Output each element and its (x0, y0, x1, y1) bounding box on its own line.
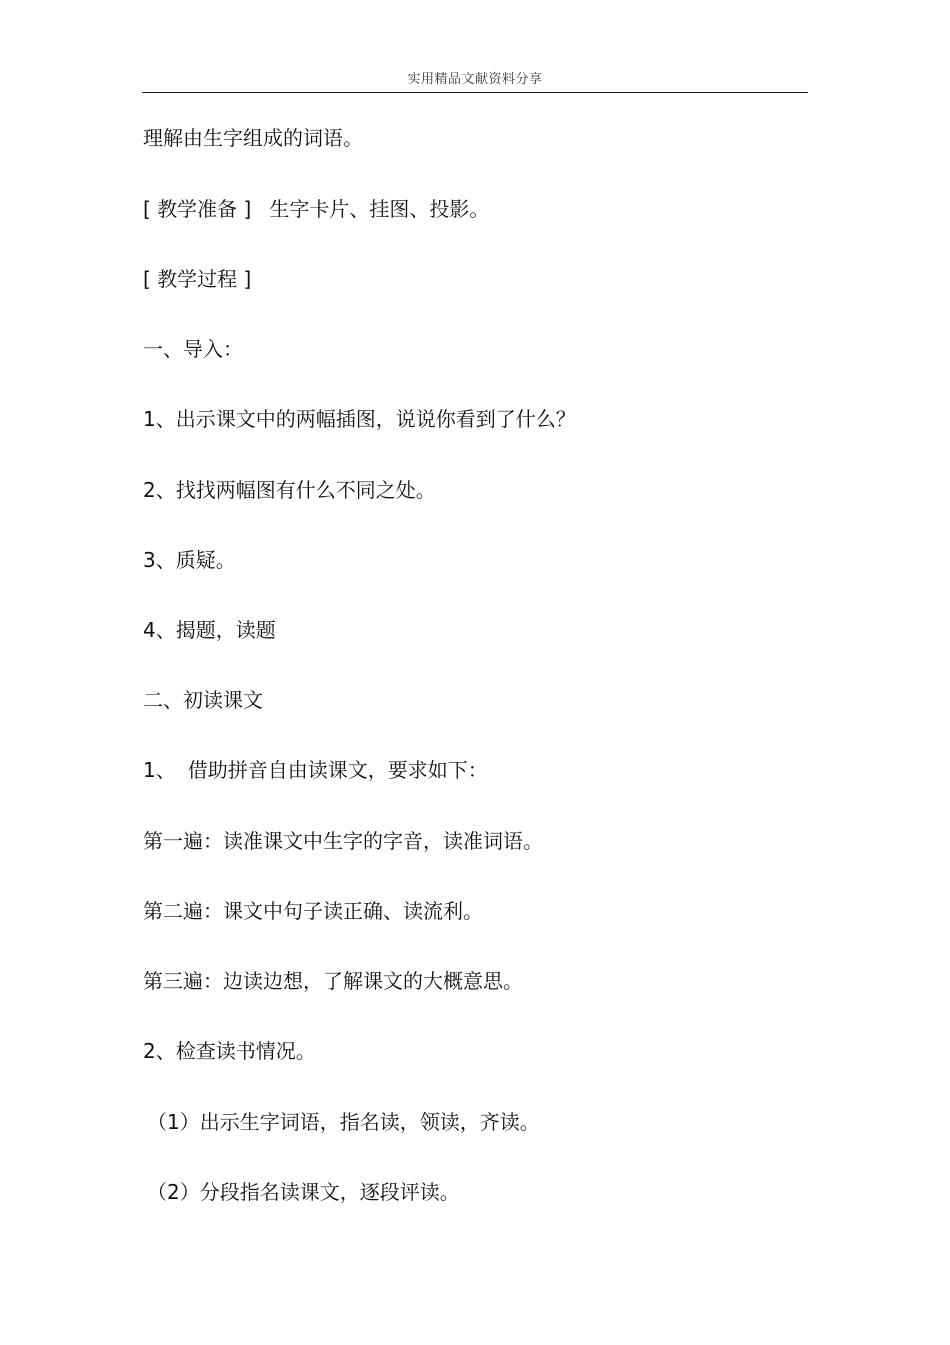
preparation-text: 生字卡片、挂图、投影。 (269, 197, 490, 221)
process-label: [ 教学过程 ] (143, 267, 252, 291)
sub-item: （1）出示生字词语，指名读，领读，齐读。 (147, 1110, 540, 1134)
reading-pass-1: 第一遍：读准课文中生字的字音，读准词语。 (143, 829, 543, 853)
preparation-label: [ 教学准备 ] (143, 197, 252, 221)
list-item: 2、找找两幅图有什么不同之处。 (143, 478, 436, 502)
list-item-text: 借助拼音自由读课文，要求如下： (187, 758, 488, 782)
header-title: 实用精品文献资料分享 (407, 72, 543, 87)
list-item: 2、检查读书情况。 (143, 1039, 316, 1063)
list-item-number: 1、 (143, 758, 176, 782)
page-header (142, 64, 808, 93)
sub-item: （2）分段指名读课文，逐段评读。 (147, 1180, 460, 1204)
paragraph-preparation (143, 196, 489, 222)
paragraph-objective: 理解由生字组成的词语。 (143, 126, 363, 150)
list-item: 3、质疑。 (143, 548, 236, 572)
list-item: 1、出示课文中的两幅插图，说说你看到了什么？ (143, 407, 576, 431)
list-item: 4、揭题，读题 (143, 618, 276, 642)
section-heading-intro: 一、导入： (143, 337, 243, 361)
reading-pass-3: 第三遍：边读边想，了解课文的大概意思。 (143, 969, 523, 993)
section-heading-first-reading: 二、初读课文 (143, 688, 263, 712)
reading-pass-2: 第二遍：课文中句子读正确、读流利。 (143, 899, 483, 923)
list-item (143, 757, 488, 783)
